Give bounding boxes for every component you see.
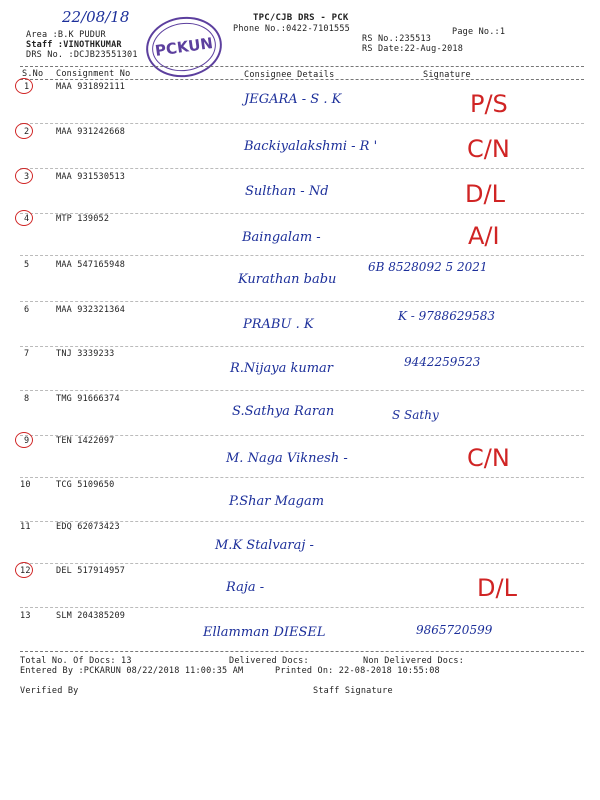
handwritten-date: 22/08/18	[62, 8, 130, 26]
col-signature-header: Signature	[423, 70, 471, 80]
rs-date: RS Date:22-Aug-2018	[362, 44, 464, 54]
row-status-mark: D/L	[477, 574, 517, 602]
row-signature: 6B 8528092 5 2021	[368, 260, 488, 274]
row-sno: 11	[20, 522, 31, 532]
phone-number: Phone No.:0422-7101555	[233, 24, 350, 34]
row-sno: 6	[24, 305, 30, 315]
row-sno: 10	[20, 480, 31, 490]
col-sno-header: S.No	[22, 69, 44, 79]
row-sno: 5	[24, 260, 30, 270]
row-consignment-no: MAA 931892111	[56, 82, 126, 92]
row-sno: 13	[20, 611, 31, 621]
row-consignee-name: JEGARA - S . K	[244, 92, 342, 107]
header-rule-bottom	[20, 79, 584, 80]
row-sno: 3	[24, 172, 30, 182]
row-sno: 4	[24, 214, 30, 224]
row-sno: 1	[24, 82, 30, 92]
row-consignment-no: TNJ 3339233	[56, 349, 115, 359]
row-separator	[20, 168, 584, 169]
row-consignment-no: TMG 91666374	[56, 394, 120, 404]
row-circle-mark	[15, 78, 33, 94]
staff-field: Staff :VINOTHKUMAR	[26, 40, 122, 50]
row-status-mark: A/I	[468, 222, 500, 250]
row-separator	[20, 390, 584, 391]
row-consignee-name: Ellamman DIESEL	[203, 625, 326, 640]
row-consignee-name: P.Shar Magam	[229, 494, 325, 509]
row-consignment-no: TEN 1422097	[56, 436, 115, 446]
row-consignment-no: MAA 932321364	[56, 305, 126, 315]
area-field: Area :B.K PUDUR	[26, 30, 106, 40]
row-separator	[20, 477, 584, 478]
drs-number: DRS No. :DCJB23551301	[26, 50, 138, 60]
row-circle-mark	[15, 562, 33, 578]
total-docs: Total No. Of Docs: 13	[20, 656, 132, 666]
row-sno: 2	[24, 127, 30, 137]
row-consignee-name: Sulthan - Nd	[245, 184, 329, 199]
row-consignment-no: TCG 5109650	[56, 480, 115, 490]
row-consignee-name: Backiyalakshmi - R '	[244, 139, 378, 154]
row-consignment-no: EDQ 62073423	[56, 522, 120, 532]
row-sno: 7	[24, 349, 30, 359]
col-consignee-header: Consignee Details	[244, 70, 335, 80]
row-signature: K - 9788629583	[398, 309, 495, 323]
col-consignment-header: Consignment No	[56, 69, 131, 79]
page-number: Page No.:1	[452, 27, 506, 37]
row-separator	[20, 301, 584, 302]
non-delivered-docs: Non Delivered Docs:	[363, 656, 465, 666]
row-consignee-name: Baingalam -	[242, 230, 321, 245]
row-consignment-no: DEL 517914957	[56, 566, 126, 576]
row-consignment-no: MAA 931242668	[56, 127, 126, 137]
row-separator	[20, 255, 584, 256]
rs-number: RS No.:235513	[362, 34, 432, 44]
document-title: TPC/CJB DRS - PCK	[253, 13, 349, 23]
row-signature: S Sathy	[392, 408, 439, 422]
row-signature: 9442259523	[404, 355, 481, 369]
row-consignment-no: SLM 204385209	[56, 611, 126, 621]
staff-signature: Staff Signature	[313, 686, 393, 696]
row-status-mark: C/N	[467, 444, 510, 472]
row-consignee-name: S.Sathya Raran	[232, 404, 335, 419]
row-separator	[20, 607, 584, 608]
row-separator	[20, 563, 584, 564]
row-consignee-name: M. Naga Viknesh -	[226, 451, 348, 466]
row-consignee-name: M.K Stalvaraj -	[215, 538, 314, 553]
row-consignment-no: MAA 547165948	[56, 260, 126, 270]
delivered-docs: Delivered Docs:	[229, 656, 309, 666]
row-status-mark: D/L	[465, 180, 505, 208]
row-consignment-no: MTP 139052	[56, 214, 110, 224]
header-rule-top	[20, 66, 584, 67]
row-sno: 8	[24, 394, 30, 404]
verified-by: Verified By	[20, 686, 79, 696]
printed-on: Printed On: 22-08-2018 10:55:08	[275, 666, 440, 676]
row-consignee-name: PRABU . K	[243, 317, 314, 332]
row-circle-mark	[15, 168, 33, 184]
row-sno: 12	[20, 566, 31, 576]
row-status-mark: C/N	[467, 135, 510, 163]
footer-rule	[20, 651, 584, 652]
row-consignee-name: R.Nijaya kumar	[230, 361, 334, 376]
row-separator	[20, 123, 584, 124]
row-separator	[20, 346, 584, 347]
row-consignee-name: Raja -	[226, 580, 265, 595]
entered-by: Entered By :PCKARUN 08/22/2018 11:00:35 AM	[20, 666, 244, 676]
row-sno: 9	[24, 436, 30, 446]
pckun-stamp: PCKUN	[142, 12, 226, 82]
row-circle-mark	[15, 432, 33, 448]
row-consignee-name: Kurathan babu	[238, 272, 337, 287]
row-circle-mark	[15, 210, 33, 226]
row-signature: 9865720599	[416, 623, 493, 637]
row-status-mark: P/S	[470, 90, 508, 118]
row-circle-mark	[15, 123, 33, 139]
row-consignment-no: MAA 931530513	[56, 172, 126, 182]
